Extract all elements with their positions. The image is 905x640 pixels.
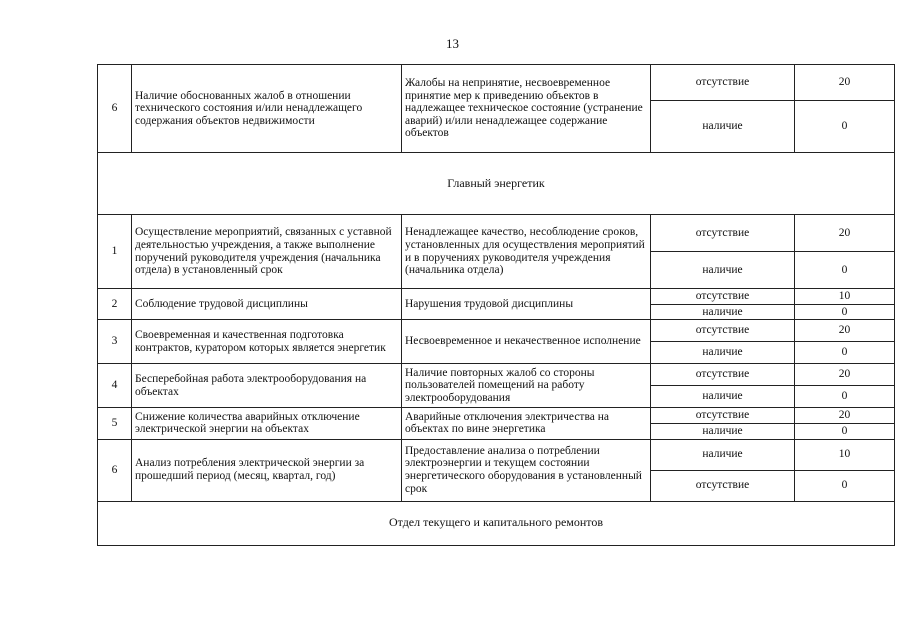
criterion-cell: Снижение количества аварийных отключение электрической энергии на объектах	[132, 408, 402, 439]
description-cell: Наличие повторных жалоб со стороны пользователей помещений на работу электрооборудования	[402, 364, 651, 408]
table-row	[98, 65, 895, 101]
state-cell: наличие	[651, 386, 795, 408]
criterion-cell: Своевременная и качественная подготовка контрактов, куратором которых является энергетик	[132, 320, 402, 364]
description-cell: Ненадлежащее качество, несоблюдение сроков, установленных для осуществления мероприятий и в поручениях руководителя учреждения (начальника отдела)	[402, 215, 651, 289]
state-cell: наличие	[651, 439, 795, 470]
state-cell: наличие	[651, 252, 795, 289]
state-cell: отсутствие	[651, 470, 795, 501]
state-cell: отсутствие	[651, 289, 795, 305]
score-cell: 0	[795, 342, 895, 364]
state-cell: отсутствие	[651, 215, 795, 252]
table-row	[98, 408, 895, 424]
description-cell: Жалобы на непринятие, несвоевременное принятие мер к приведению объектов в надлежащее техническое состояние (устранение аварий) и/или ненадлежащее содержание объектов	[402, 65, 651, 153]
description-cell: Предоставление анализа о потреблении электроэнергии и текущем состоянии энергетического оборудования в установленный срок	[402, 439, 651, 501]
score-cell: 10	[795, 289, 895, 305]
score-cell: 20	[795, 408, 895, 424]
description-cell: Аварийные отключения электричества на объектах по вине энергетика	[402, 408, 651, 439]
state-cell: отсутствие	[651, 320, 795, 342]
row-number: 6	[98, 439, 132, 501]
state-cell: наличие	[651, 342, 795, 364]
criterion-cell: Наличие обоснованных жалоб в отношении технического состояния и/или ненадлежащего содержания объектов недвижимости	[132, 65, 402, 153]
page-number: 13	[446, 36, 459, 51]
criterion-cell: Бесперебойная работа электрооборудования на объектах	[132, 364, 402, 408]
score-cell: 20	[795, 65, 895, 101]
row-number: 5	[98, 408, 132, 439]
state-cell: наличие	[651, 304, 795, 320]
score-cell: 0	[795, 423, 895, 439]
section-header-row	[98, 153, 895, 215]
score-cell: 20	[795, 215, 895, 252]
description-cell: Несвоевременное и некачественное исполнение	[402, 320, 651, 364]
row-number: 1	[98, 215, 132, 289]
state-cell: наличие	[651, 423, 795, 439]
score-cell: 0	[795, 470, 895, 501]
criterion-cell: Анализ потребления электрической энергии за прошедший период (месяц, квартал, год)	[132, 439, 402, 501]
criterion-cell: Соблюдение трудовой дисциплины	[132, 289, 402, 320]
table-row	[98, 439, 895, 470]
row-number: 4	[98, 364, 132, 408]
score-cell: 10	[795, 439, 895, 470]
section-header-row	[98, 501, 895, 545]
score-cell: 0	[795, 101, 895, 153]
table-row	[98, 289, 895, 305]
score-cell: 0	[795, 304, 895, 320]
score-cell: 20	[795, 320, 895, 342]
table-row	[98, 215, 895, 252]
row-number: 6	[98, 65, 132, 153]
section-title-energy: Главный энергетик	[98, 153, 895, 215]
description-cell: Нарушения трудовой дисциплины	[402, 289, 651, 320]
state-cell: отсутствие	[651, 408, 795, 424]
state-cell: отсутствие	[651, 65, 795, 101]
state-cell: отсутствие	[651, 364, 795, 386]
criterion-cell: Осуществление мероприятий, связанных с уставной деятельностью учреждения, а также выполнение поручений руководителя учреждения (начальника отдела) в установленный срок	[132, 215, 402, 289]
state-cell: наличие	[651, 101, 795, 153]
section-title-repairs: Отдел текущего и капитального ремонтов	[98, 501, 895, 545]
table-row	[98, 364, 895, 386]
table-row	[98, 320, 895, 342]
score-cell: 20	[795, 364, 895, 386]
score-cell: 0	[795, 252, 895, 289]
row-number: 2	[98, 289, 132, 320]
score-cell: 0	[795, 386, 895, 408]
row-number: 3	[98, 320, 132, 364]
criteria-table	[97, 64, 895, 546]
